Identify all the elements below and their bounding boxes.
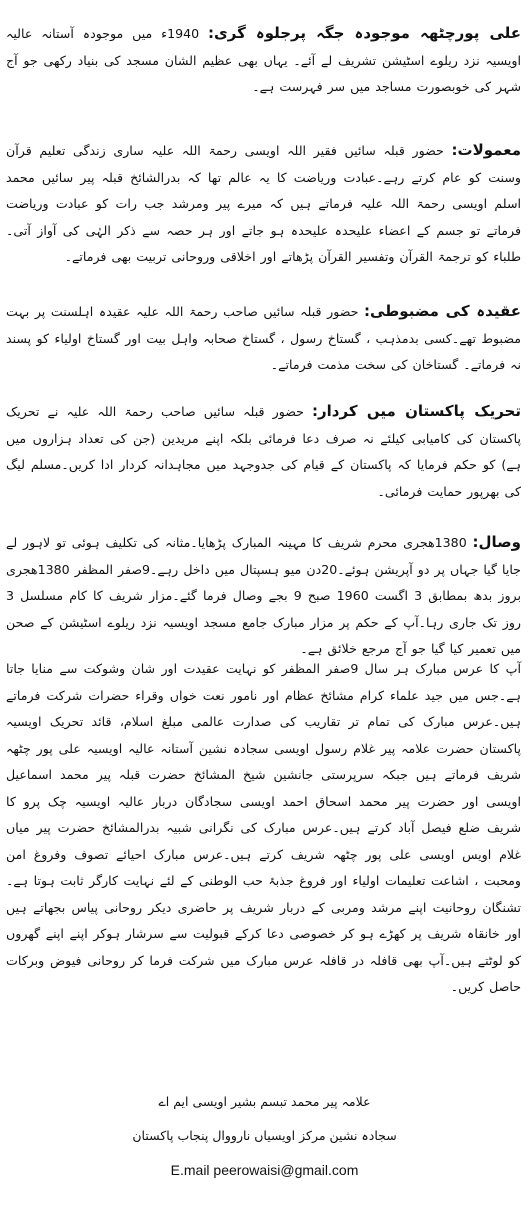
tehreek-paragraph	[6, 398, 521, 505]
signature-email: E.mail peerowaisi@gmail.com	[170, 1162, 359, 1178]
intro-paragraph	[6, 20, 521, 101]
aqeeda-paragraph	[6, 298, 521, 379]
tehreek-heading: تحریک پاکستان میں کردار:	[312, 402, 521, 420]
signature-title: سجادہ نشین مرکز اویسیاں نارووال پنجاب پاکستان	[132, 1128, 397, 1143]
aqeeda-heading: عقیدہ کی مضبوطی:	[364, 302, 521, 320]
intro-body: 1940ء میں موجودہ آستانہ عالیہ اویسیہ نزد ریلوے اسٹیشن تشریف لے آئے۔ یہاں بھی عظیم الشان مسجد کی بنیاد رکھی جو آج شہر کی خوبصورت مساجد میں سر فہرست ہے۔	[6, 26, 521, 94]
mamoolat-heading: معمولات:	[451, 141, 521, 159]
signature-name: علامہ پیر محمد تبسم بشیر اویسی ایم اے	[158, 1094, 371, 1109]
aqeeda-body: حضور قبلہ سائیں صاحب رحمۃ اللہ علیہ عقیدہ اہلسنت پر بہت مضبوط تھے۔کسی بدمذہب ، گستاخ رسول ، گستاخ صحابہ واہل بیت اور گستاخ اولیاء کو پسند نہ فرماتے۔ گستاخان کی سخت مذمت فرماتے۔	[6, 304, 521, 372]
mamoolat-paragraph	[6, 137, 521, 271]
mamoolat-body: حضور قبلہ سائیں فقیر اللہ اویسی رحمۃ اللہ علیہ ساری زندگی تعلیم قرآن وسنت کو عام کرتے رہے۔عبادت وریاضت کا یہ عالم تھا کہ بدرالشائخ قبلہ پیر سائیں محمد اسلم اویسی رحمۃ اللہ علیہ فرماتے ہیں کہ میرے پیر ومرشد جب رات کو عبادت وریاضت فرماتے تو جسم کے اعضاء علیحدہ علیحدہ ہو جاتے اور ہر حصہ سے ذکر الہٰی کی آواز آتی۔طلباء کو ترجمۃ القرآن وتفسیر القرآن پڑھاتے اور اخلاقی وروحانی تربیت بھی فرماتے۔	[6, 143, 521, 264]
tehreek-body: حضور قبلہ سائیں صاحب رحمۃ اللہ علیہ نے تحریک پاکستان کی کامیابی کیلئے نہ صرف دعا فرمائی بلکہ اپنے مریدین (جن کی تعداد ہزاروں میں ہے) کو حکم فرمایا کہ پاکستان کے قیام کی جدوجہد میں مجاہدانہ کردار ادا کریں۔مسلم لیگ کی بھرپور حمایت فرمائی۔	[6, 404, 521, 499]
wisaal-paragraph	[6, 529, 521, 663]
intro-heading: علی پورچٹھہ موجودہ جگہ پرجلوہ گری:	[208, 24, 521, 42]
wisaal-heading: وصال:	[472, 533, 521, 551]
urs-paragraph	[6, 656, 521, 1001]
urs-body: آپ کا عرس مبارک ہر سال 9صفر المظفر کو نہایت عقیدت اور شان وشوکت سے منایا جاتا ہے۔جس میں جید علماء کرام مشائخ عظام اور نامور نعت خواں وقراء حضرات شرکت فرماتے ہیں۔عرس مبارک کی تمام تر تقاریب کی صدارت عالمی مبلغ اسلام، قائد تحریک اویسیہ پاکستان حضرت علامہ پیر غلام رسول اویسی سجادہ نشین آستانہ عالیہ اویسیہ علی پور چٹھہ شریف فرماتے ہیں جبکہ سرپرستی جانشین شیخ المشائخ حضرت قبلہ پیر محمد اسماعیل اویسی اور حضرت پیر محمد اسحاق احمد اویسی سجادگان دربار عالیہ اویسیہ چک پرو کا شریف ضلع فیصل آباد کرتے ہیں۔عرس مبارک کی نگرانی شبیہ بدرالمشائخ حضرت پیر میاں غلام اویس اویسی علی پور چٹھہ شریف کرتے ہیں۔عرس مبارک احیائے تصوف وفروغ امن ومحبت ، اشاعت تعلیمات اولیاء اور فروغ جذبۂ حب الوطنی کے لئے نہایت کارگر ثابت ہوتا ہے۔تشنگان روحانیت اپنے مرشد ومربی کے دربار شریف پر حاضری دیکر روحانی پیاس بجھاتے ہیں اور خانقاہ شریف پر کھڑے ہو کر خصوصی دعا کرکے قبولیت سے سرشار ہوکر اپنے اپنے گھروں کو لوٹتے ہیں۔آپ بھی قافلہ در قافلہ عرس مبارک میں شرکت فرما کر روحانی فیوض وبرکات حاصل کریں۔	[6, 661, 521, 994]
wisaal-body: 1380ھجری محرم شریف کا مہینہ المبارک پڑھایا۔مثانہ کی تکلیف ہوئی تو لاہور لے جایا گیا جہاں پر دو آپریشن ہوئے۔20دن میو ہسپتال میں داخل رہے۔9صفر المظفر 1380ھجری بروز بدھ بمطابق 3 اگست 1960 صبح 9 بجے وصال فرما گئے۔مزار شریف کا کام مسلسل 3 روز تک جاری رہا۔آپ کے حکم پر مزار مبارک جامع مسجد اویسیہ نزد ریلوے اسٹیشن کے صحن میں تعمیر کیا گیا جو آج مرجع خلائق ہے۔	[6, 535, 521, 656]
